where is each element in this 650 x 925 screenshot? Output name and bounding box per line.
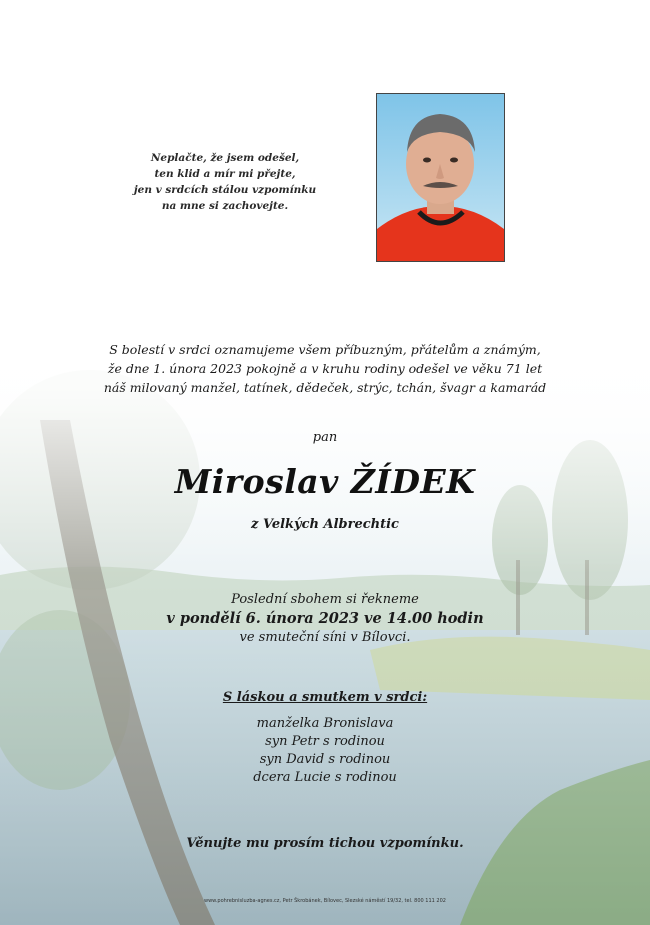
poem-line: jen v srdcích stálou vzpomínku — [133, 184, 317, 196]
mourner-item: syn Petr s rodinou — [265, 734, 385, 749]
poem-line: na mne si zachovejte. — [161, 200, 289, 212]
closing-line: Věnujte mu prosím tichou vzpomínku. — [186, 836, 464, 851]
funeral-location: ve smuteční síni v Bílovci. — [239, 630, 411, 645]
announcement-line: S bolestí v srdci oznamujeme všem příbuzným, přátelům a známým, — [109, 342, 541, 357]
mourner-item: syn David s rodinou — [259, 752, 391, 767]
funeral-intro: Poslední sbohem si řekneme — [231, 592, 419, 607]
mourner-item: manželka Bronislava — [256, 716, 394, 731]
deceased-name: Miroslav ŽÍDEK — [174, 462, 476, 501]
origin-place: z Velkých Albrechtic — [251, 517, 399, 532]
poem-line: Neplačte, že jsem odešel, — [150, 152, 300, 164]
salutation: pan — [312, 430, 338, 445]
footer-credits: www.pohrebnisluzba-agnes.cz, Petr Škrobánek, Bílovec, Slezské náměstí 19/32, tel. 800 111 202 — [204, 898, 446, 904]
funeral-date-time: v pondělí 6. února 2023 ve 14.00 hodin — [166, 610, 484, 627]
memorial-poem — [110, 150, 340, 214]
funeral-info — [0, 590, 650, 647]
mourners-heading: S láskou a smutkem v srdci: — [222, 690, 428, 705]
announcement-line: že dne 1. února 2023 pokojně a v kruhu rodiny odešel ve věku 71 let — [107, 361, 543, 376]
mourner-item: dcera Lucie s rodinou — [253, 770, 397, 785]
mourners-section — [0, 689, 650, 787]
portrait-photo — [376, 93, 505, 262]
announcement-line: náš milovaný manžel, tatínek, dědeček, strýc, tchán, švagr a kamarád — [103, 380, 547, 395]
poem-line: ten klid a mír mi přejte, — [154, 168, 296, 180]
death-announcement — [60, 340, 590, 397]
